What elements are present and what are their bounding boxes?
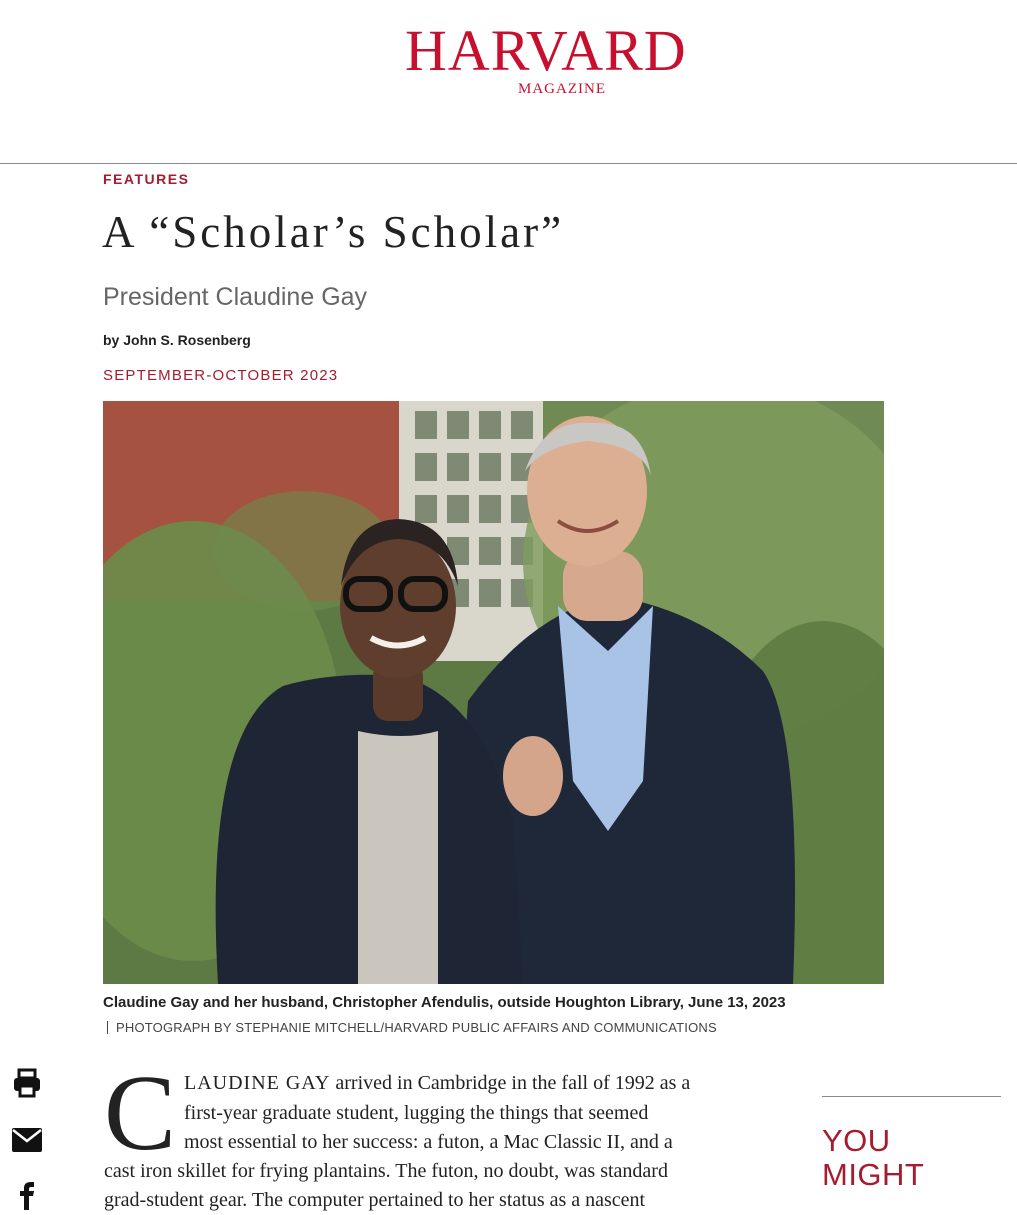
article-title: A “Scholar’s Scholar” [102, 207, 565, 257]
sidebar-heading-line-1: YOU [822, 1123, 891, 1158]
sidebar-heading [822, 1124, 924, 1192]
drop-cap: C [104, 1054, 177, 1173]
article-subtitle: President Claudine Gay [103, 283, 368, 311]
body-line-1 [184, 1073, 690, 1093]
issue-date-link[interactable]: SEPTEMBER-OCTOBER 2023 [103, 367, 339, 384]
harvard-logo[interactable]: HARVARD [405, 18, 687, 83]
body-line-5: grad-student gear. The computer pertained to her status as a nascent [104, 1189, 646, 1211]
body-line-2: first-year graduate student, lugging the things that seemed [184, 1102, 649, 1124]
magazine-logo-text: MAGAZINE [518, 81, 606, 97]
photo-credit-text: PHOTOGRAPH BY STEPHANIE MITCHELL/HARVARD PUBLIC AFFAIRS AND COMMUNICATIONS [116, 1020, 717, 1035]
section-link[interactable]: FEATURES [103, 171, 190, 187]
sidebar-divider [822, 1096, 1001, 1097]
photo-caption: Claudine Gay and her husband, Christopher Afendulis, outside Houghton Library, June 13, 2023 [103, 994, 786, 1011]
masthead [0, 0, 1017, 164]
lead-smallcaps: LAUDINE GAY [184, 1072, 331, 1094]
sidebar-heading-line-2: MIGHT [822, 1157, 925, 1193]
article-byline: by John S. Rosenberg [103, 332, 251, 348]
credit-divider [107, 1021, 108, 1034]
body-line-3: most essential to her success: a futon, a Mac Classic II, and a [184, 1131, 673, 1153]
photo-credit [107, 1020, 717, 1035]
print-icon[interactable] [12, 1068, 42, 1096]
body-line-1-rest: arrived in Cambridge in the fall of 1992 as a [330, 1072, 691, 1094]
email-icon[interactable] [12, 1128, 42, 1156]
article-photo [103, 401, 884, 984]
body-line-4: cast iron skillet for frying plantains. The futon, no doubt, was standard [104, 1160, 668, 1182]
facebook-icon[interactable] [12, 1182, 42, 1210]
